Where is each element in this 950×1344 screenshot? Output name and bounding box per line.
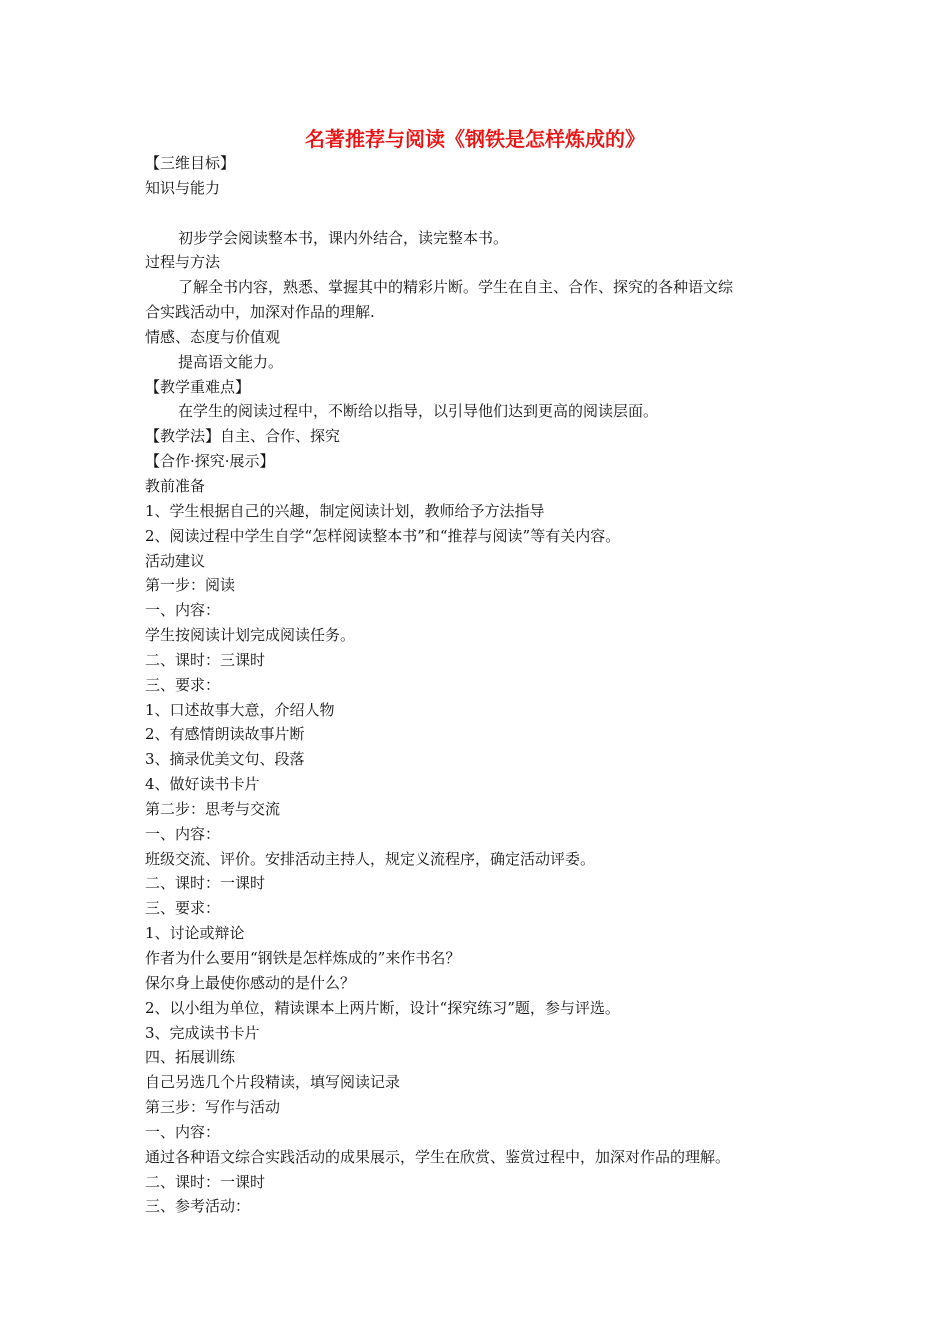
text-line: 【三维目标】 — [145, 154, 236, 172]
text-line: 了解全书内容，熟悉、掌握其中的精彩片断。学生在自主、合作、探究的各种语文综 — [178, 278, 734, 297]
text-line: 一、内容： — [145, 1122, 221, 1141]
text-line: 学生按阅读计划完成阅读任务。 — [145, 626, 356, 645]
text-line: 自己另选几个片段精读，填写阅读记录 — [145, 1073, 401, 1092]
text-line: 一、内容： — [145, 601, 221, 620]
text-line — [145, 201, 815, 226]
text-line: 提高语文能力。 — [178, 352, 284, 371]
text-line: 一、内容： — [145, 824, 221, 843]
text-line: 4、做好读书卡片 — [145, 775, 260, 794]
text-line: 【合作·探究·展示】 — [145, 452, 275, 471]
text-line: 过程与方法 — [145, 253, 221, 272]
text-line: 二、课时：三课时 — [145, 650, 266, 669]
text-line: 3、摘录优美文句、段落 — [145, 750, 305, 769]
text-line: 1、讨论或辩论 — [145, 924, 245, 943]
text-line: 二、课时：一课时 — [145, 1172, 266, 1191]
text-line: 二、课时：一课时 — [145, 874, 266, 893]
text-line: 三、要求： — [145, 675, 221, 694]
text-line: 作者为什么要用“钢铁是怎样炼成的”来作书名？ — [145, 949, 461, 967]
text-line: 三、要求： — [145, 899, 221, 918]
text-line: 在学生的阅读过程中，不断给以指导，以引导他们达到更高的阅读层面。 — [178, 402, 659, 421]
text-line: 1、学生根据自己的兴趣，制定阅读计划，教师给予方法指导 — [145, 501, 545, 520]
text-line: 【教学重难点】 — [145, 377, 251, 396]
text-line: 初步学会阅读整本书，课内外结合，读完整本书。 — [178, 228, 509, 247]
text-line: 四、拓展训练 — [145, 1048, 236, 1067]
text-line: 2、有感情朗读故事片断 — [145, 725, 305, 744]
text-line: 【教学法】自主、合作、探究 — [145, 427, 341, 446]
text-line: 教前准备 — [145, 476, 206, 495]
text-line: 第二步：思考与交流 — [145, 799, 281, 818]
text-line: 班级交流、评价。安排活动主持人，规定义流程序，确定活动评委。 — [145, 849, 596, 868]
text-line: 第一步：阅读 — [145, 576, 236, 595]
text-line: 合实践活动中，加深对作品的理解. — [145, 303, 375, 322]
text-line: 2、阅读过程中学生自学“怎样阅读整本书”和“推荐与阅读”等有关内容。 — [145, 526, 621, 545]
text-line: 2、以小组为单位，精读课本上两片断，设计“探究练习”题，参与评选。 — [145, 998, 620, 1017]
text-line: 3、完成读书卡片 — [145, 1023, 260, 1042]
text-line: 三、参考活动： — [145, 1197, 251, 1216]
text-line: 通过各种语文综合实践活动的成果展示，学生在欣赏、鉴赏过程中，加深对作品的理解。 — [145, 1147, 731, 1166]
text-line: 第三步：写作与活动 — [145, 1098, 281, 1117]
text-line: 情感、态度与价值观 — [145, 327, 281, 346]
text-line: 活动建议 — [145, 551, 206, 570]
text-line: 1、口述故事大意，介绍人物 — [145, 700, 335, 719]
document-title: 名著推荐与阅读《钢铁是怎样炼成的》 — [305, 127, 645, 151]
text-line: 知识与能力 — [145, 178, 221, 197]
text-line: 保尔身上最使你感动的是什么？ — [145, 973, 356, 992]
document-body — [145, 151, 815, 1219]
